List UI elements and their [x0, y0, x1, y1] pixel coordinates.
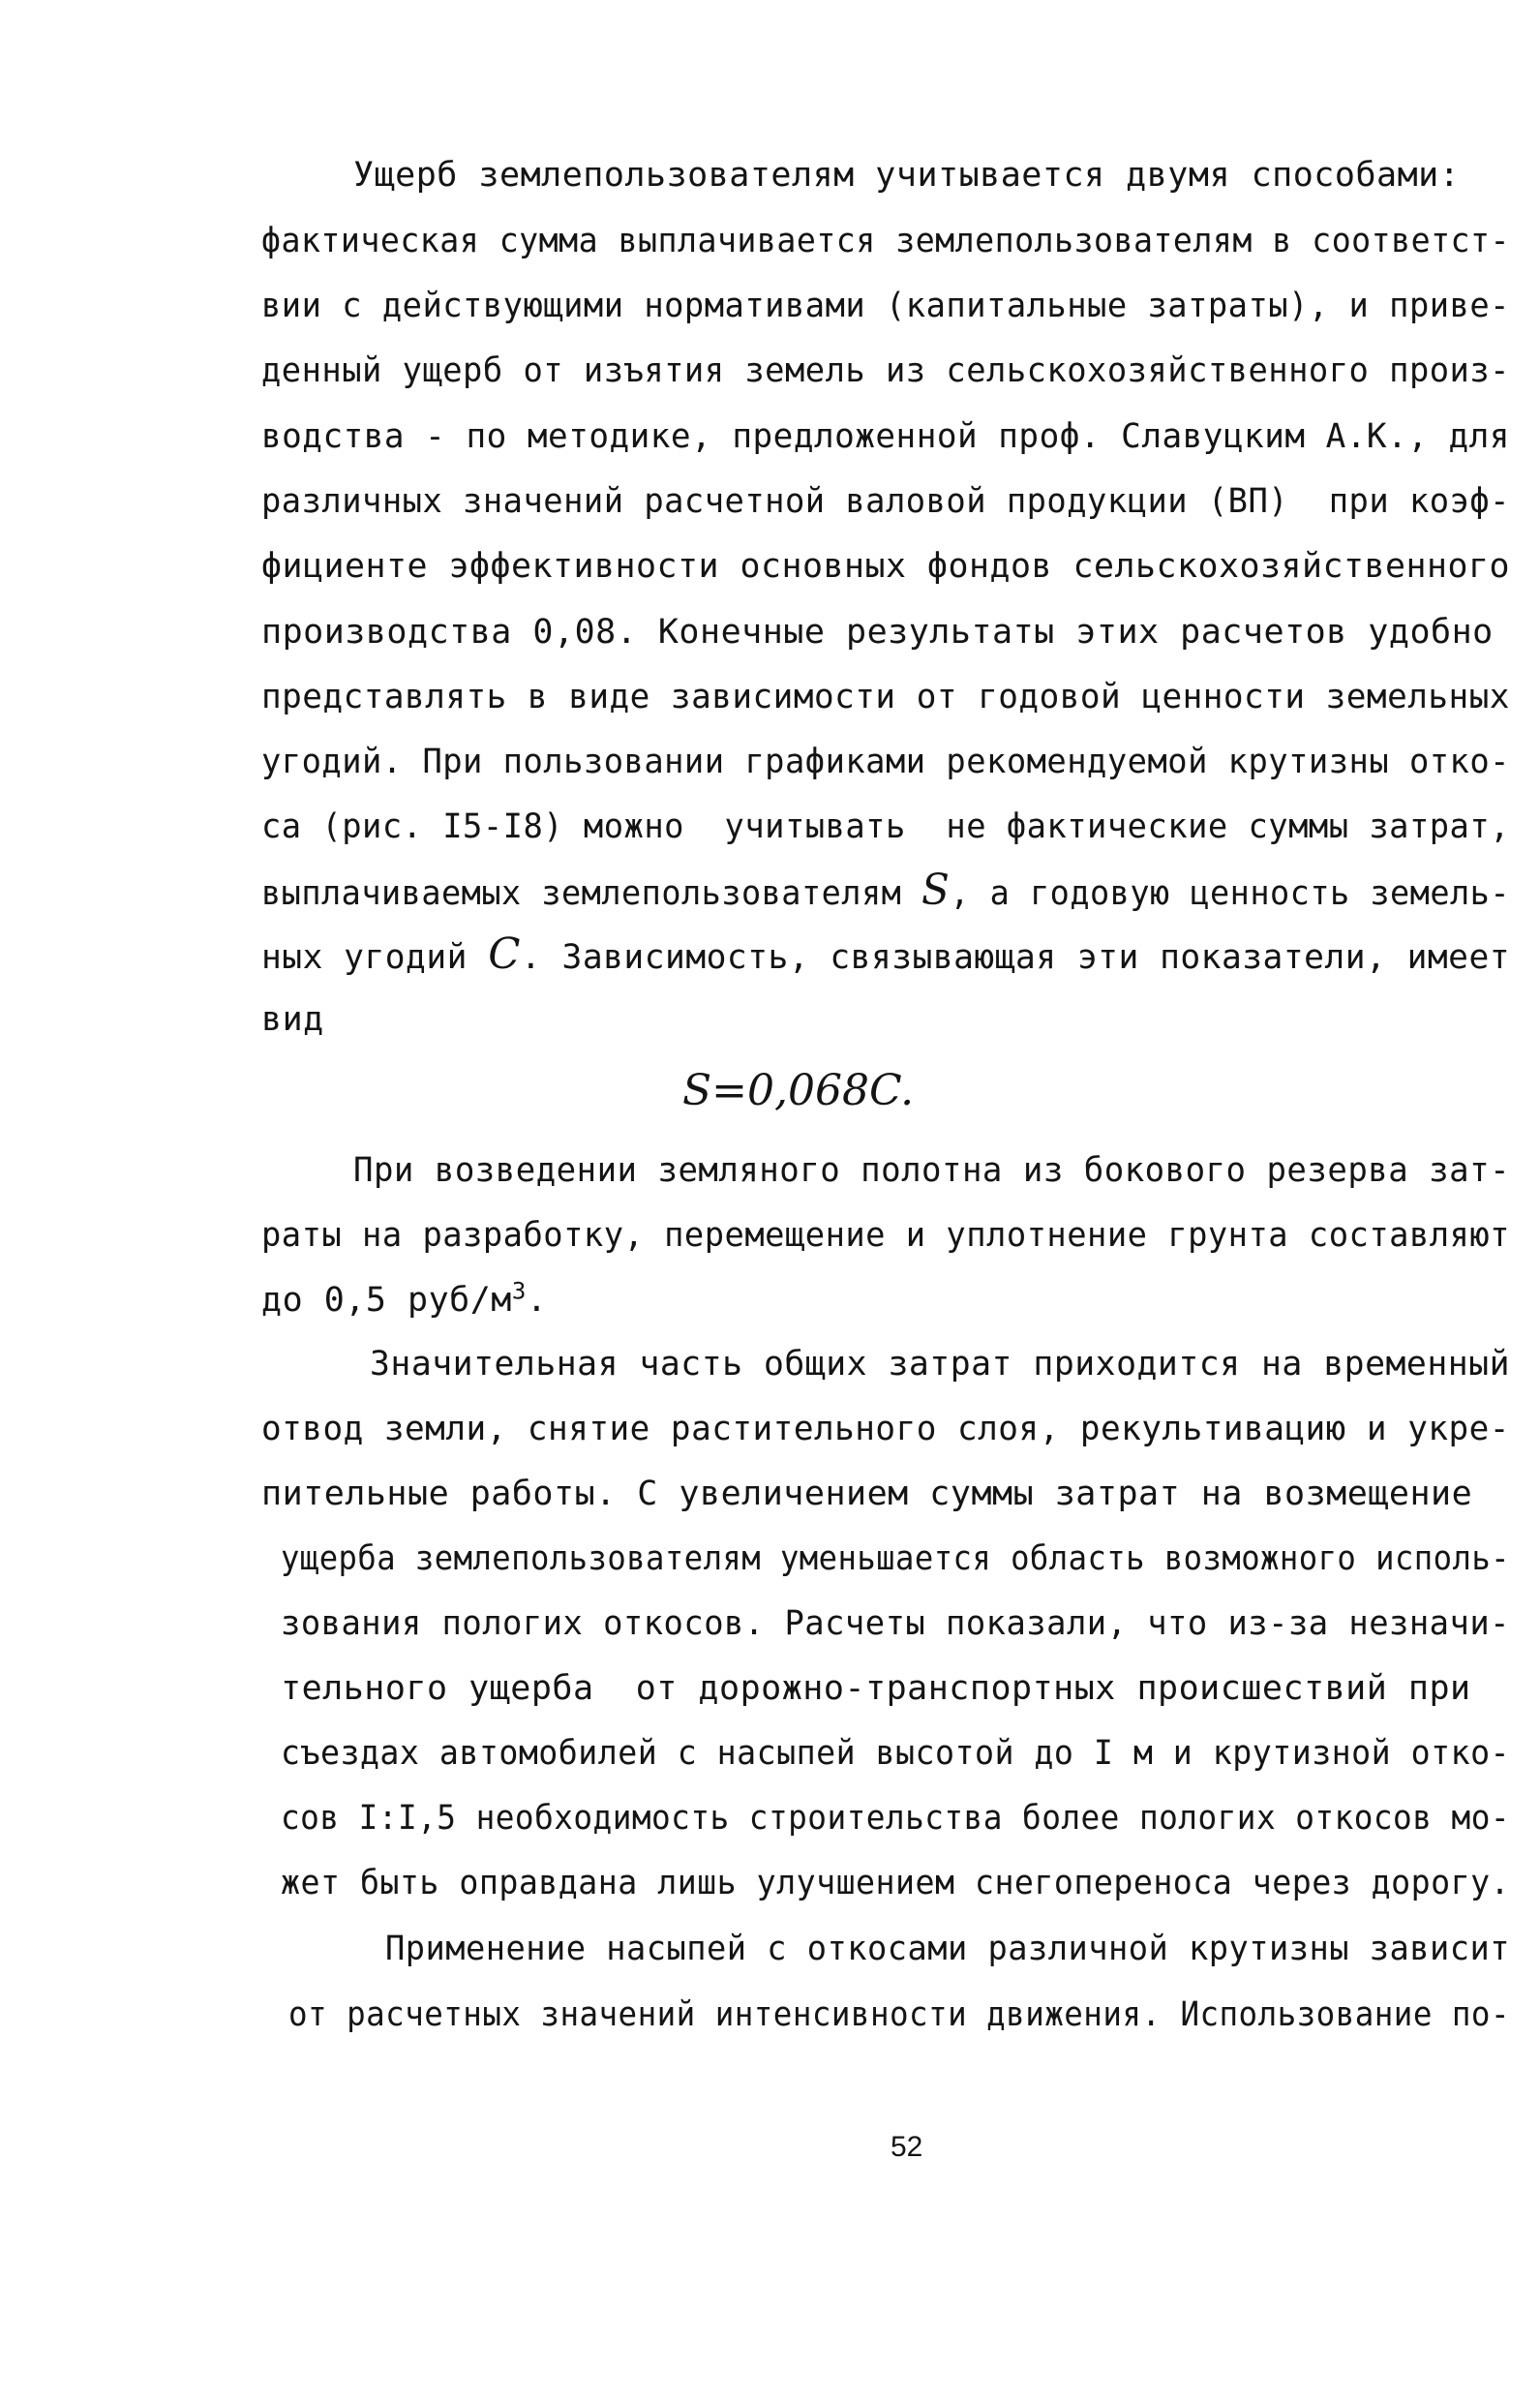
text-line: [261, 1278, 547, 1323]
text-fragment: , а годовую ценность земель-: [950, 874, 1510, 913]
text-fragment: .: [526, 1281, 548, 1320]
text-fragment: ных угодий: [261, 938, 489, 977]
text-line: производства 0,08. Конечные результаты этих расчетов удобно: [261, 613, 1494, 652]
text-line: фактическая сумма выплачивается землепользователям в соответст-: [261, 222, 1510, 260]
text-line: вид: [261, 1000, 324, 1039]
text-line: [261, 868, 1510, 916]
text-line: различных значений расчетной валовой продукции (ВП) при коэф-: [261, 482, 1510, 521]
superscript: 3: [511, 1277, 527, 1305]
formula: S=0,068C.: [682, 1066, 915, 1115]
text-line: денный ущерб от изъятия земель из сельскохозяйственного произ-: [261, 351, 1510, 390]
text-fragment: . Зависимость, связывающая эти показатели, имеет: [520, 938, 1511, 977]
text-line: от расчетных значений интенсивности движения. Использование по-: [288, 1995, 1510, 2034]
symbol-c: С: [488, 929, 521, 979]
text-line: угодий. При пользовании графиками рекомендуемой крутизны отко-: [261, 743, 1510, 781]
text-fragment: до 0,5 руб/м: [261, 1281, 512, 1320]
text-line: Значительная часть общих затрат приходится на временный: [370, 1345, 1511, 1384]
text-line: фициенте эффективности основных фондов сельскохозяйственного: [261, 547, 1511, 586]
text-line: представлять в виде зависимости от годовой ценности земельных: [261, 678, 1510, 716]
text-line: сов I:I,5 необходимость строительства более пологих откосов мо-: [281, 1799, 1511, 1838]
text-line: Ущерб землепользователям учитывается двумя способами:: [353, 156, 1461, 195]
text-line: отвод земли, снятие растительного слоя, рекультивацию и укре-: [261, 1410, 1510, 1448]
text-line: вии с действующими нормативами (капитальные затраты), и приве-: [261, 287, 1510, 325]
text-line: ущерба землепользователям уменьшается область возможного исполь-: [281, 1539, 1511, 1578]
text-line: водства - по методике, предложенной проф. Славуцким А.К., для: [261, 417, 1510, 456]
symbol-s: S: [921, 866, 951, 915]
text-line: раты на разработку, перемещение и уплотнение грунта составляют: [261, 1216, 1510, 1255]
text-line: Применение насыпей с откосами различной крутизны зависит: [385, 1930, 1511, 1968]
text-line: са (рис. I5-I8) можно учитывать не фактические суммы затрат,: [261, 807, 1510, 846]
text-line: пительные работы. С увеличением суммы затрат на возмещение: [261, 1475, 1473, 1513]
text-line: жет быть оправдана лишь улучшением снегопереноса через дорогу.: [281, 1864, 1511, 1902]
text-line: съездах автомобилей с насыпей высотой до I м и крутизной отко-: [281, 1734, 1511, 1773]
text-line: зования пологих откосов. Расчеты показали, что из-за незначи-: [281, 1604, 1510, 1643]
text-line: [261, 929, 1511, 980]
text-line: При возведении земляного полотна из бокового резерва зат-: [353, 1151, 1511, 1190]
text-line: тельного ущерба от дорожно-транспортных происшествий при: [281, 1669, 1471, 1708]
text-fragment: выплачиваемых землепользователям: [261, 874, 921, 913]
page-number: 52: [891, 2131, 923, 2163]
